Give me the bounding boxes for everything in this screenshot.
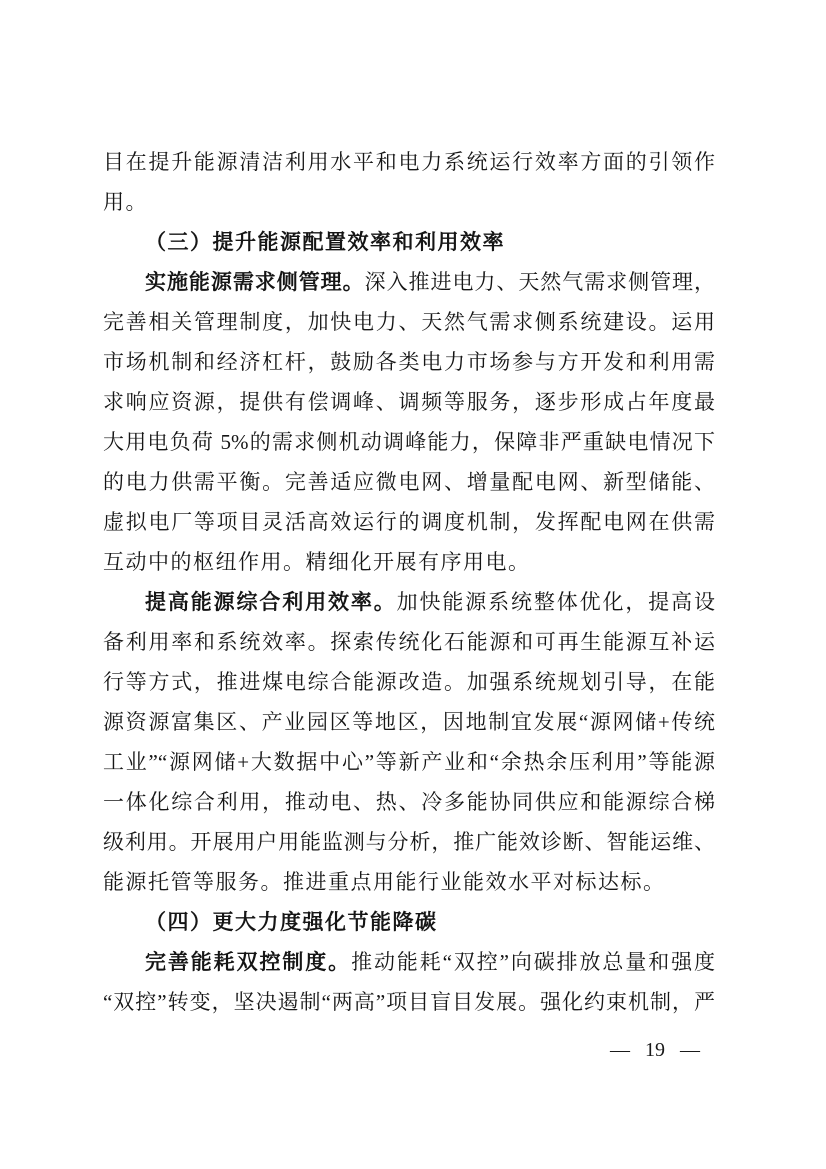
text-line: 能源托管等服务。推进重点用能行业能效水平对标达标。	[103, 870, 666, 894]
text-line: 源资源富集区、产业园区等地区，因地制宜发展“源网储+传统	[103, 710, 715, 734]
text-line: 工业”“源网储+大数据中心”等新产业和“余热余压利用”等能源	[103, 750, 715, 774]
paragraph-lead: 提高能源综合利用效率。	[145, 590, 397, 614]
text-line: 互动中的枢纽作用。精细化开展有序用电。	[103, 550, 531, 574]
paragraph-lead: 实施能源需求侧管理。	[145, 270, 365, 294]
text-line	[103, 942, 715, 982]
text-line: 求响应资源，提供有偿调峰、调频等服务，逐步形成占年度最	[103, 390, 715, 414]
text-line: 完善相关管理制度，加快电力、天然气需求侧系统建设。运用	[103, 310, 715, 334]
text-line: 目在提升能源清洁利用水平和电力系统运行效率方面的引领作	[103, 150, 715, 174]
line-text: 推动能耗“双控”向碳排放总量和强度	[351, 950, 715, 974]
section-heading-4: （四）更大力度强化节能降碳	[145, 910, 438, 934]
text-line: 用。	[103, 190, 148, 214]
text-line: 的电力供需平衡。完善适应微电网、增量配电网、新型储能、	[103, 470, 715, 494]
text-line	[103, 262, 715, 302]
text-line: 市场机制和经济杠杆，鼓励各类电力市场参与方开发和利用需	[103, 350, 715, 374]
text-line: “双控”转变，坚决遏制“两高”项目盲目发展。强化约束机制，严	[103, 990, 715, 1014]
text-line: 级利用。开展用户用能监测与分析，推广能效诊断、智能运维、	[103, 830, 715, 854]
text-block	[103, 142, 715, 1022]
line-text: 深入推进电力、天然气需求侧管理，	[364, 270, 715, 294]
text-line: 备利用率和系统效率。探索传统化石能源和可再生能源互补运	[103, 630, 715, 654]
page-number: — 19 —	[610, 1039, 700, 1061]
paragraph-lead: 完善能耗双控制度。	[145, 950, 352, 974]
text-line	[103, 582, 715, 622]
text-line: 行等方式，推进煤电综合能源改造。加强系统规划引导，在能	[103, 670, 715, 694]
text-line: 大用电负荷 5%的需求侧机动调峰能力，保障非严重缺电情况下	[103, 430, 715, 454]
text-line: 虚拟电厂等项目灵活高效运行的调度机制，发挥配电网在供需	[103, 510, 715, 534]
line-text: 加快能源系统整体优化，提高设	[396, 590, 715, 614]
text-line: 一体化综合利用，推动电、热、冷多能协同供应和能源综合梯	[103, 790, 715, 814]
section-heading-3: （三）提升能源配置效率和利用效率	[145, 230, 505, 254]
